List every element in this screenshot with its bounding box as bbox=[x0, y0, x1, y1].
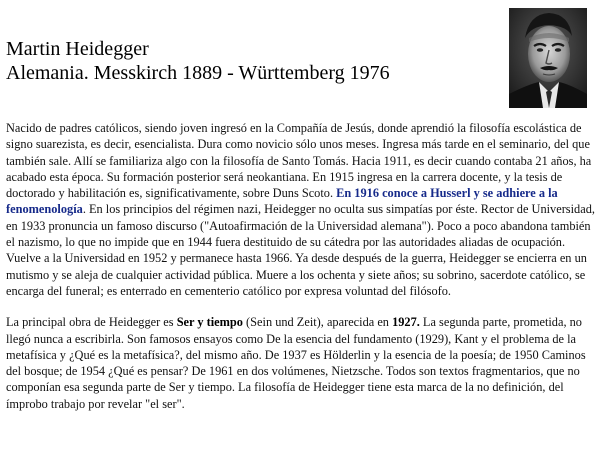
works-list-text: La segunda parte, prometida, no llegó nunca a escribirla. Son famosos ensayos como De la esencia del fundamento (1929), Kant y el problema de la metafísica y ¿Qué es la metafísica?, del mismo año. De 1937 es Hölderlin y la esencia de la poesía; de 1950 Caminos del bosque; de 1954 ¿Qué es pensar? De 1961 en dos volúmenes, Nietzsche. Todos son textos fragmentarios, que no componían esa segunda parte de Ser y tiempo. La filosofía de Heidegger tiene esta marca de la no definición, del ímprobo trabajo por revelar "el ser". bbox=[6, 315, 586, 411]
person-name: Martin Heidegger bbox=[6, 38, 149, 60]
birth-death-line: Alemania. Messkirch 1889 - Württemberg 1976 bbox=[6, 62, 390, 84]
husserl-highlight: En 1916 conoce a Husserl y se adhiere a la fenomenología bbox=[6, 186, 558, 217]
bio-text-later-life: . En los principios del régimen nazi, Heidegger no oculta sus simpatías por éste. Rector de Universidad, en 1933 pronuncia un famoso discurso ("Autoafirmación de la Universidad alemana"). Poco a poco abandona también el nazismo, lo que no impide que en 1944 fuera destituido de su cátedra por las autoridades aliadas de ocupación. Vuelve a la Universidad en 1952 y permanece hasta 1966. Ya desde después de la guerra, Heidegger se encierra en un mutismo y se aleja de cualquier actividad pública. Muere a los ochenta y siete años; su sobrino, sacerdote católico, se encarga del funeral; es enterrado en cementerio católico por expresa voluntad del filósofo. bbox=[6, 202, 595, 298]
biography-paragraph-1 bbox=[6, 120, 596, 299]
portrait-photo bbox=[509, 8, 587, 108]
main-work-year: 1927. bbox=[392, 315, 420, 330]
portrait-icon bbox=[509, 8, 587, 108]
works-mid-text: (Sein und Zeit), aparecida en bbox=[242, 315, 393, 330]
main-work-title: Ser y tiempo bbox=[176, 315, 243, 330]
bio-text-early-life: Nacido de padres católicos, siendo joven ingresó en la Compañía de Jesús, donde aprendió la filosofía escolástica de signo suarezista, es decir, esencialista. Dura como novicio sólo unos meses. Ingresa más tarde en el seminario, del que también sale. Allí se familiariza algo con la filosofía de Santo Tomás. Hacia 1911, es decir cuando contaba 21 años, ha acabado esta época. Su formación posterior será neokantiana. En 1915 ingresa en la carrera docente, y la tesis de doctorado y habilitación es, significativamente, sobre Duns Scoto. bbox=[6, 121, 592, 201]
biography-body bbox=[6, 120, 596, 427]
page-header bbox=[6, 37, 486, 85]
biography-paragraph-2 bbox=[6, 314, 596, 412]
works-intro-text: La principal obra de Heidegger es bbox=[6, 315, 177, 330]
